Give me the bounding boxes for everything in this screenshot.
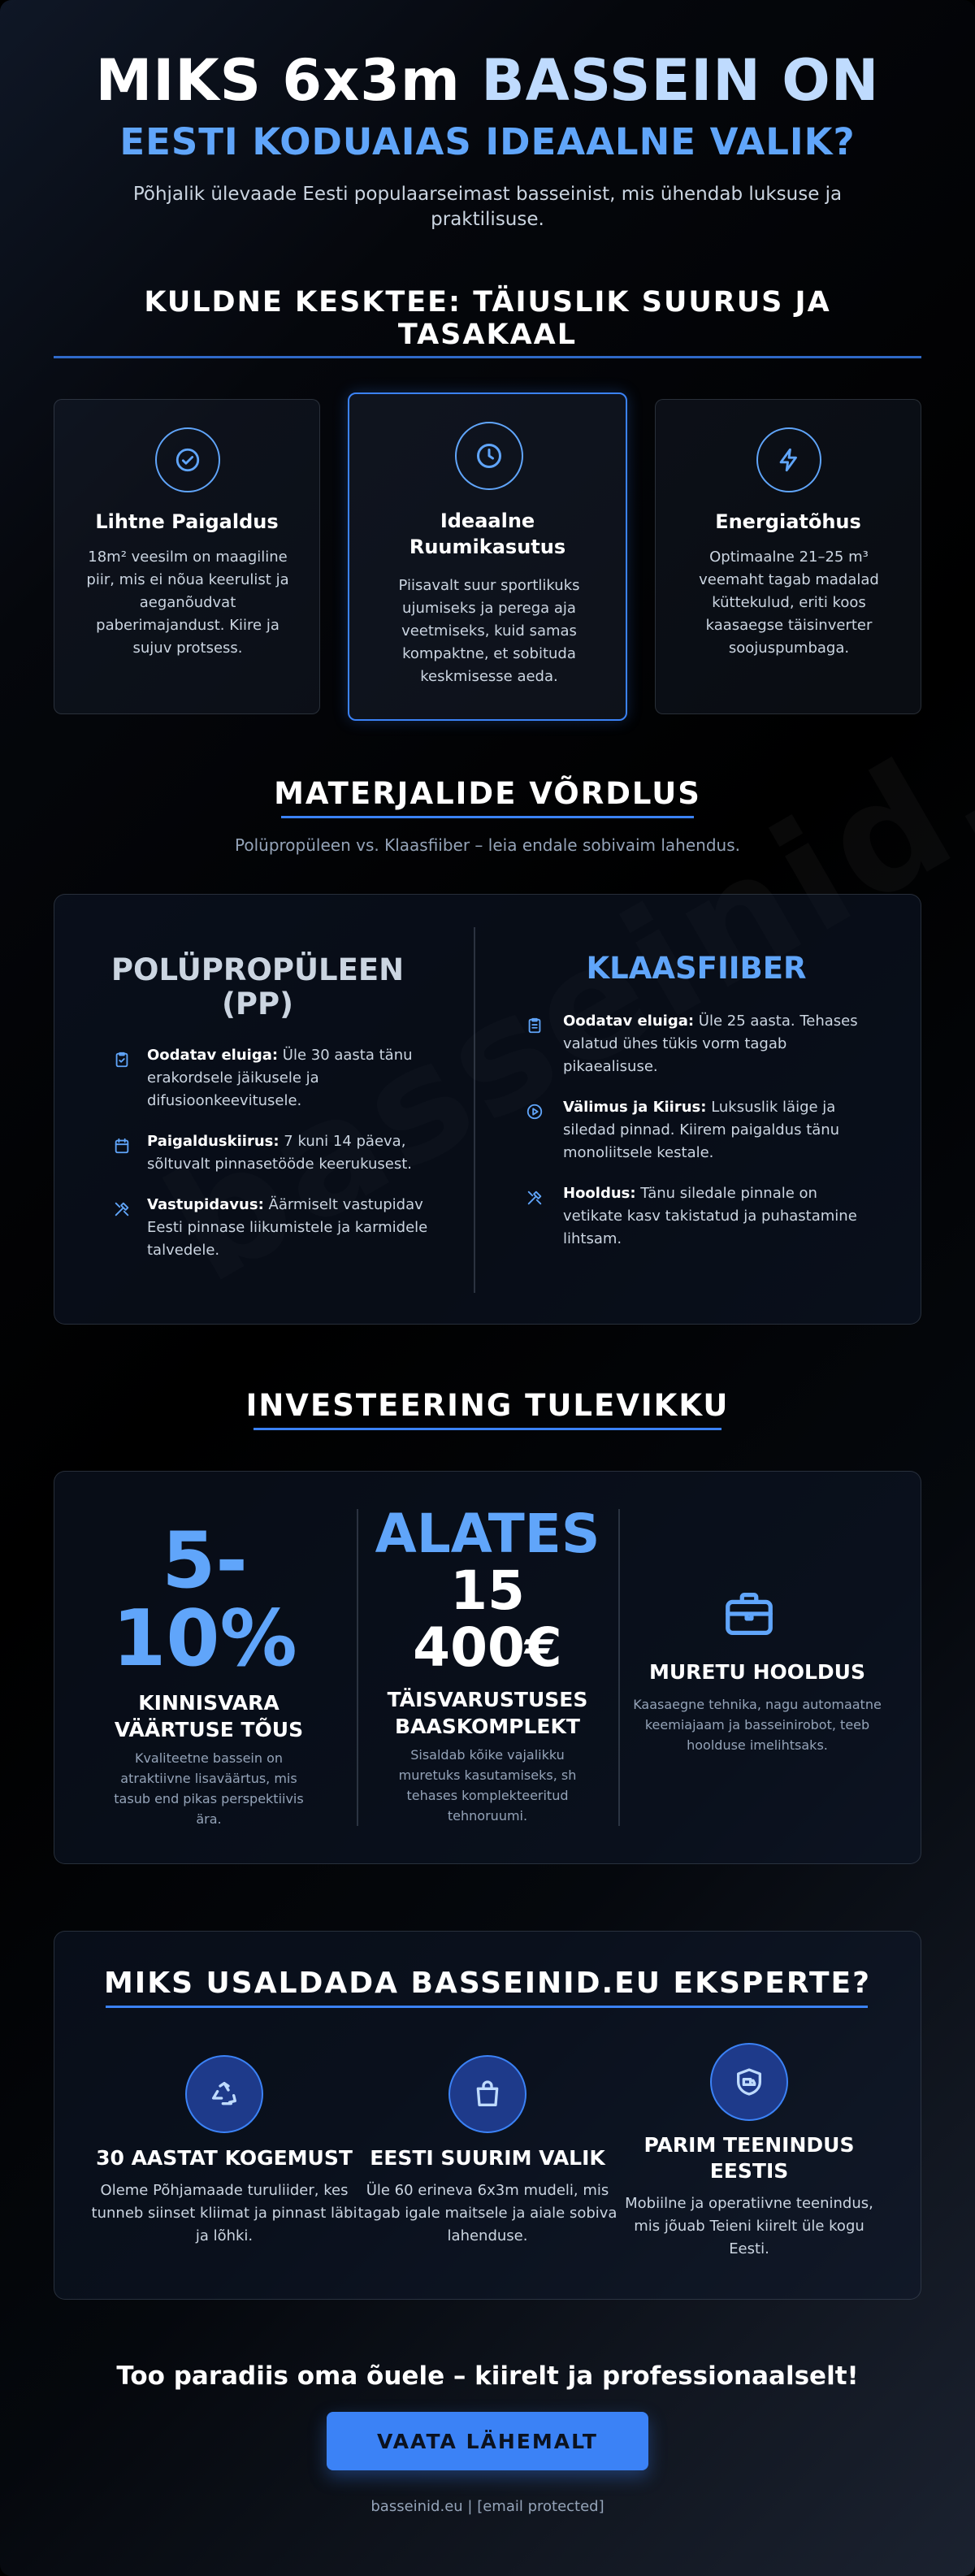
materials-title: MATERJALIDE VÕRDLUS	[274, 776, 701, 811]
hero-title	[0, 47, 975, 114]
pp-item-durability	[147, 1194, 440, 1262]
stat-value-line: 400€	[413, 1616, 562, 1679]
experts-divider	[106, 2006, 868, 2008]
pp-item-text: Üle 30 aasta tänu erakordsele jäikusele ja difusioonkeevitusele.	[147, 1047, 413, 1109]
hero-subtitle: Põhjalik ülevaade Eesti populaarseimast basseinist, mis ühendab luksuse ja praktilisuse.	[132, 184, 843, 230]
expert-title: 30 AASTAT KOGEMUST	[96, 2146, 353, 2170]
pp-item-text: 7 kuni 14 päeva, sõltuvalt pinnasetööde keerukusest.	[147, 1133, 412, 1173]
feature-card-title: Lihtne Paigaldus	[95, 510, 279, 533]
stat-value-line: 15	[450, 1559, 525, 1622]
expert-title: PARIM TEENINDUS EESTIS	[644, 2133, 855, 2183]
fiber-item-text: Üle 25 aasta. Tehases valatud ühes tükis vorm tagab pikaealisuse.	[563, 1013, 858, 1075]
investment-panel	[54, 1471, 921, 1864]
feature-card-energy	[655, 399, 921, 714]
pp-item-text: Äärmiselt vastupidav Eesti pinnase liikumistele ja karmidele talvedele.	[147, 1196, 428, 1259]
stat-label: MURETU HOOLDUS	[649, 1660, 865, 1684]
footer-contact: basseinid.eu | [email protected]	[370, 2498, 604, 2515]
pp-item-lifespan	[147, 1044, 440, 1112]
experts-title: MIKS USALDADA BASSEINID.EU EKSPERTE?	[103, 1967, 872, 2000]
stat-divider	[618, 1509, 620, 1826]
briefcase-icon	[721, 1585, 778, 1646]
feature-card-space	[348, 392, 627, 721]
fiber-item-label: Hooldus:	[563, 1185, 636, 1202]
clipboard-icon	[526, 1017, 544, 1038]
feature-card-title: Energiatõhus	[715, 510, 861, 533]
stat-divider	[357, 1509, 358, 1826]
expert-text: Üle 60 erineva 6x3m mudeli, mis tagab igale maitsele ja aiale sobiva lahenduse.	[358, 2182, 618, 2244]
stat-value-price	[368, 1503, 607, 1679]
stat-value-line: ALATES	[375, 1503, 600, 1565]
view-more-button[interactable]: VAATA LÄHEMALT	[327, 2412, 648, 2470]
fiber-item-appearance	[563, 1096, 872, 1164]
tools-icon	[113, 1200, 131, 1221]
features-divider	[54, 356, 921, 358]
stat-label: TÄISVARUSTUSES BAASKOMPLEKT	[387, 1688, 588, 1738]
shopping-bag-icon	[448, 2055, 526, 2133]
hero-title-line2: EESTI KODUAIAS IDEAALNE VALIK?	[119, 120, 856, 163]
tools-icon	[526, 1189, 544, 1210]
hero-title-part1: MIKS 6x3m	[95, 47, 482, 114]
stat-value-percent	[87, 1516, 323, 1684]
expert-title: EESTI SUURIM VALIK	[370, 2146, 605, 2170]
fiber-item-maintenance	[563, 1182, 872, 1251]
investment-divider	[254, 1428, 722, 1430]
pp-item-label: Vastupidavus:	[147, 1196, 264, 1213]
shield-truck-icon	[710, 2043, 788, 2121]
pp-title: POLÜPROPÜLEEN (PP)	[110, 952, 405, 1021]
expert-text: Mobiilne ja operatiivne teenindus, mis jõuab Teieni kiirelt üle kogu Eesti.	[625, 2195, 873, 2257]
stat-label: KINNISVARA VÄÄRTUSE TÕUS	[114, 1691, 304, 1741]
stat-text: Sisaldab kõike vajalikku muretuks kasutamiseks, sh tehases komplekteeritud tehnoruumi.	[398, 1747, 577, 1824]
check-circle-icon	[155, 427, 220, 492]
clipboard-check-icon	[113, 1051, 131, 1072]
fiber-item-label: Välimus ja Kiirus:	[563, 1099, 707, 1116]
fiber-item-text: Luksuslik läige ja siledad pinnad. Kiirem paigaldus tänu monoliitsele kestale.	[563, 1099, 840, 1161]
stat-text: Kvaliteetne bassein on atraktiivne lisaväärtus, mis tasub end pikas perspektiivis ära.	[114, 1750, 304, 1827]
investment-title: INVESTEERING TULEVIKKU	[245, 1388, 730, 1423]
pp-item-speed	[147, 1130, 440, 1176]
features-title: KULDNE KESKTEE: TÄIUSLIK SUURUS JA TASAKAAL	[144, 286, 831, 351]
stat-text: Kaasaegne tehnika, nagu automaatne keemiajaam ja basseinirobot, teeb hoolduse imelihtsaks.	[633, 1697, 882, 1753]
lightning-icon	[756, 427, 821, 492]
materials-divider	[281, 816, 694, 818]
calendar-icon	[113, 1137, 131, 1158]
feature-card-title: Ideaalne Ruumikasutus	[409, 510, 566, 558]
pp-item-label: Paigalduskiirus:	[147, 1133, 280, 1150]
clock-icon	[455, 422, 523, 490]
feature-card-text: Optimaalne 21–25 m³ veemaht tagab madalad küttekulud, eriti koos kaasaegse täisinverter soojuspumbaga.	[699, 549, 879, 657]
recycle-icon	[185, 2055, 263, 2133]
stat-value-line: 10%	[112, 1594, 297, 1684]
feature-card-text: 18m² veesilm on maagiline piir, mis ei nõua keerulist ja aeganõudvat paberimajandust. Kiire ja sujuv protsess.	[86, 549, 289, 657]
play-circle-icon	[526, 1103, 544, 1124]
pp-item-label: Oodatav eluiga:	[147, 1047, 279, 1064]
expert-text: Oleme Põhjamaade turuliider, kes tunneb siinset kliimat ja pinnast läbi ja lõhki.	[91, 2182, 358, 2244]
fiber-title: KLAASFIIBER	[586, 951, 807, 986]
fiber-item-lifespan	[563, 1010, 872, 1078]
materials-divider-vertical	[474, 927, 475, 1293]
stat-value-line: 5-	[162, 1516, 248, 1606]
feature-card-text: Piisavalt suur sportlikuks ujumiseks ja perega aja veetmiseks, kuid samas kompaktne, et sobituda keskmisesse aeda.	[398, 577, 580, 685]
feature-card-installation	[54, 399, 320, 714]
hero-title-part2: BASSEIN ON	[481, 47, 880, 114]
fiber-item-text: Tänu siledale pinnale on vetikate kasv takistatud ja puhastamine lihtsam.	[563, 1185, 857, 1247]
fiber-item-label: Oodatav eluiga:	[563, 1013, 695, 1030]
materials-subtitle: Polüpropüleen vs. Klaasfiiber – leia endale sobivaim lahendus.	[235, 835, 740, 855]
materials-panel	[54, 894, 921, 1325]
cta-headline: Too paradiis oma õuele – kiirelt ja professionaalselt!	[116, 2361, 859, 2391]
